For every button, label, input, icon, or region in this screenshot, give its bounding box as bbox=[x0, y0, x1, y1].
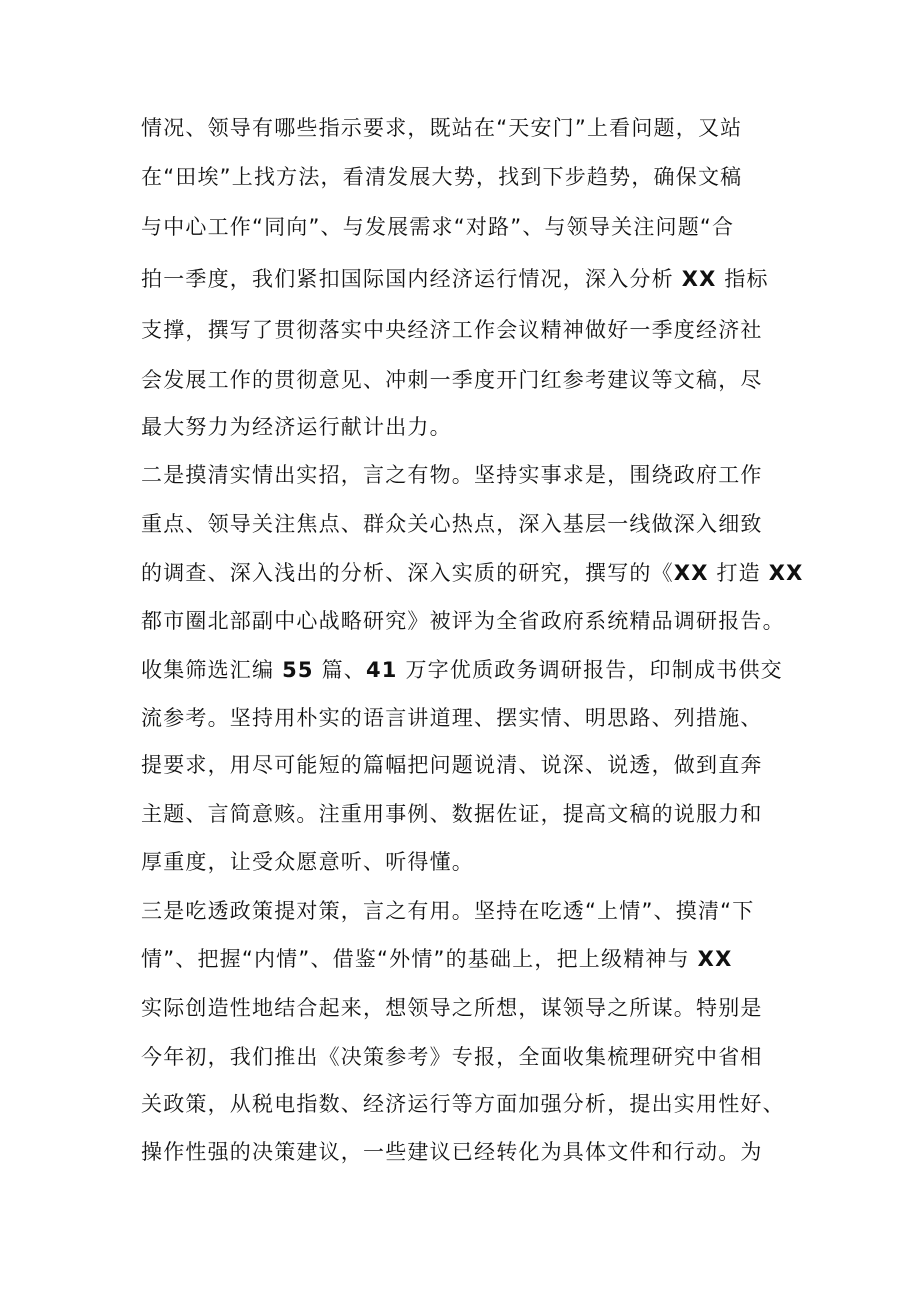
text-line: 都市圈北部副中心战略研究》被评为全省政府系统精品调研报告。 bbox=[141, 609, 785, 633]
text-line: 实际创造性地结合起来，想领导之所想，谋领导之所谋。特别是 bbox=[141, 996, 763, 1020]
text-line: 会发展工作的贯彻意见、冲刺一季度开门红参考建议等文稿，尽 bbox=[141, 368, 763, 392]
text-line: 关政策，从税电指数、经济运行等方面加强分析，提出实用性好、 bbox=[141, 1092, 785, 1116]
text-line: 三是吃透政策提对策，言之有用。坚持在吃透“上情”、摸清“下 bbox=[141, 899, 755, 923]
text-line: 与中心工作“同向”、与发展需求“对路”、与领导关注问题“合 bbox=[141, 215, 735, 239]
text-line: 二是摸清实情出实招，言之有物。坚持实事求是，围绕政府工作 bbox=[141, 463, 763, 487]
text-line: 收集筛选汇编 55 篇、41 万字优质政务调研报告，印制成书供交 bbox=[141, 658, 783, 682]
text-line: 今年初，我们推出《决策参考》专报，全面收集梳理研究中省相 bbox=[141, 1045, 763, 1069]
text-line: 情”、把握“内情”、借鉴“外情”的基础上，把上级精神与 XX bbox=[141, 947, 733, 971]
text-line: 流参考。坚持用朴实的语言讲道理、摆实情、明思路、列措施、 bbox=[141, 706, 763, 730]
text-line: 重点、领导关注焦点、群众关心热点，深入基层一线做深入细致 bbox=[141, 512, 763, 536]
text-line: 情况、领导有哪些指示要求，既站在“天安门”上看问题，又站 bbox=[141, 116, 743, 140]
text-line: 厚重度，让受众愿意听、听得懂。 bbox=[141, 850, 474, 874]
text-line: 支撑，撰写了贯彻落实中央经济工作会议精神做好一季度经济社 bbox=[141, 318, 763, 342]
text-line: 提要求，用尽可能短的篇幅把问题说清、说深、说透，做到直奔 bbox=[141, 753, 763, 777]
text-line: 在“田埃”上找方法，看清发展大势，找到下步趋势，确保文稿 bbox=[141, 165, 743, 189]
text-line: 拍一季度，我们紧扣国际国内经济运行情况，深入分析 XX 指标 bbox=[141, 267, 769, 291]
text-line: 最大努力为经济运行献计出力。 bbox=[141, 415, 452, 439]
text-line: 操作性强的决策建议，一些建议已经转化为具体文件和行动。为 bbox=[141, 1140, 763, 1164]
text-line: 的调查、深入浅出的分析、深入实质的研究，撰写的《XX 打造 XX bbox=[141, 561, 804, 585]
text-line: 主题、言简意赅。注重用事例、数据佐证，提高文稿的说服力和 bbox=[141, 802, 763, 826]
